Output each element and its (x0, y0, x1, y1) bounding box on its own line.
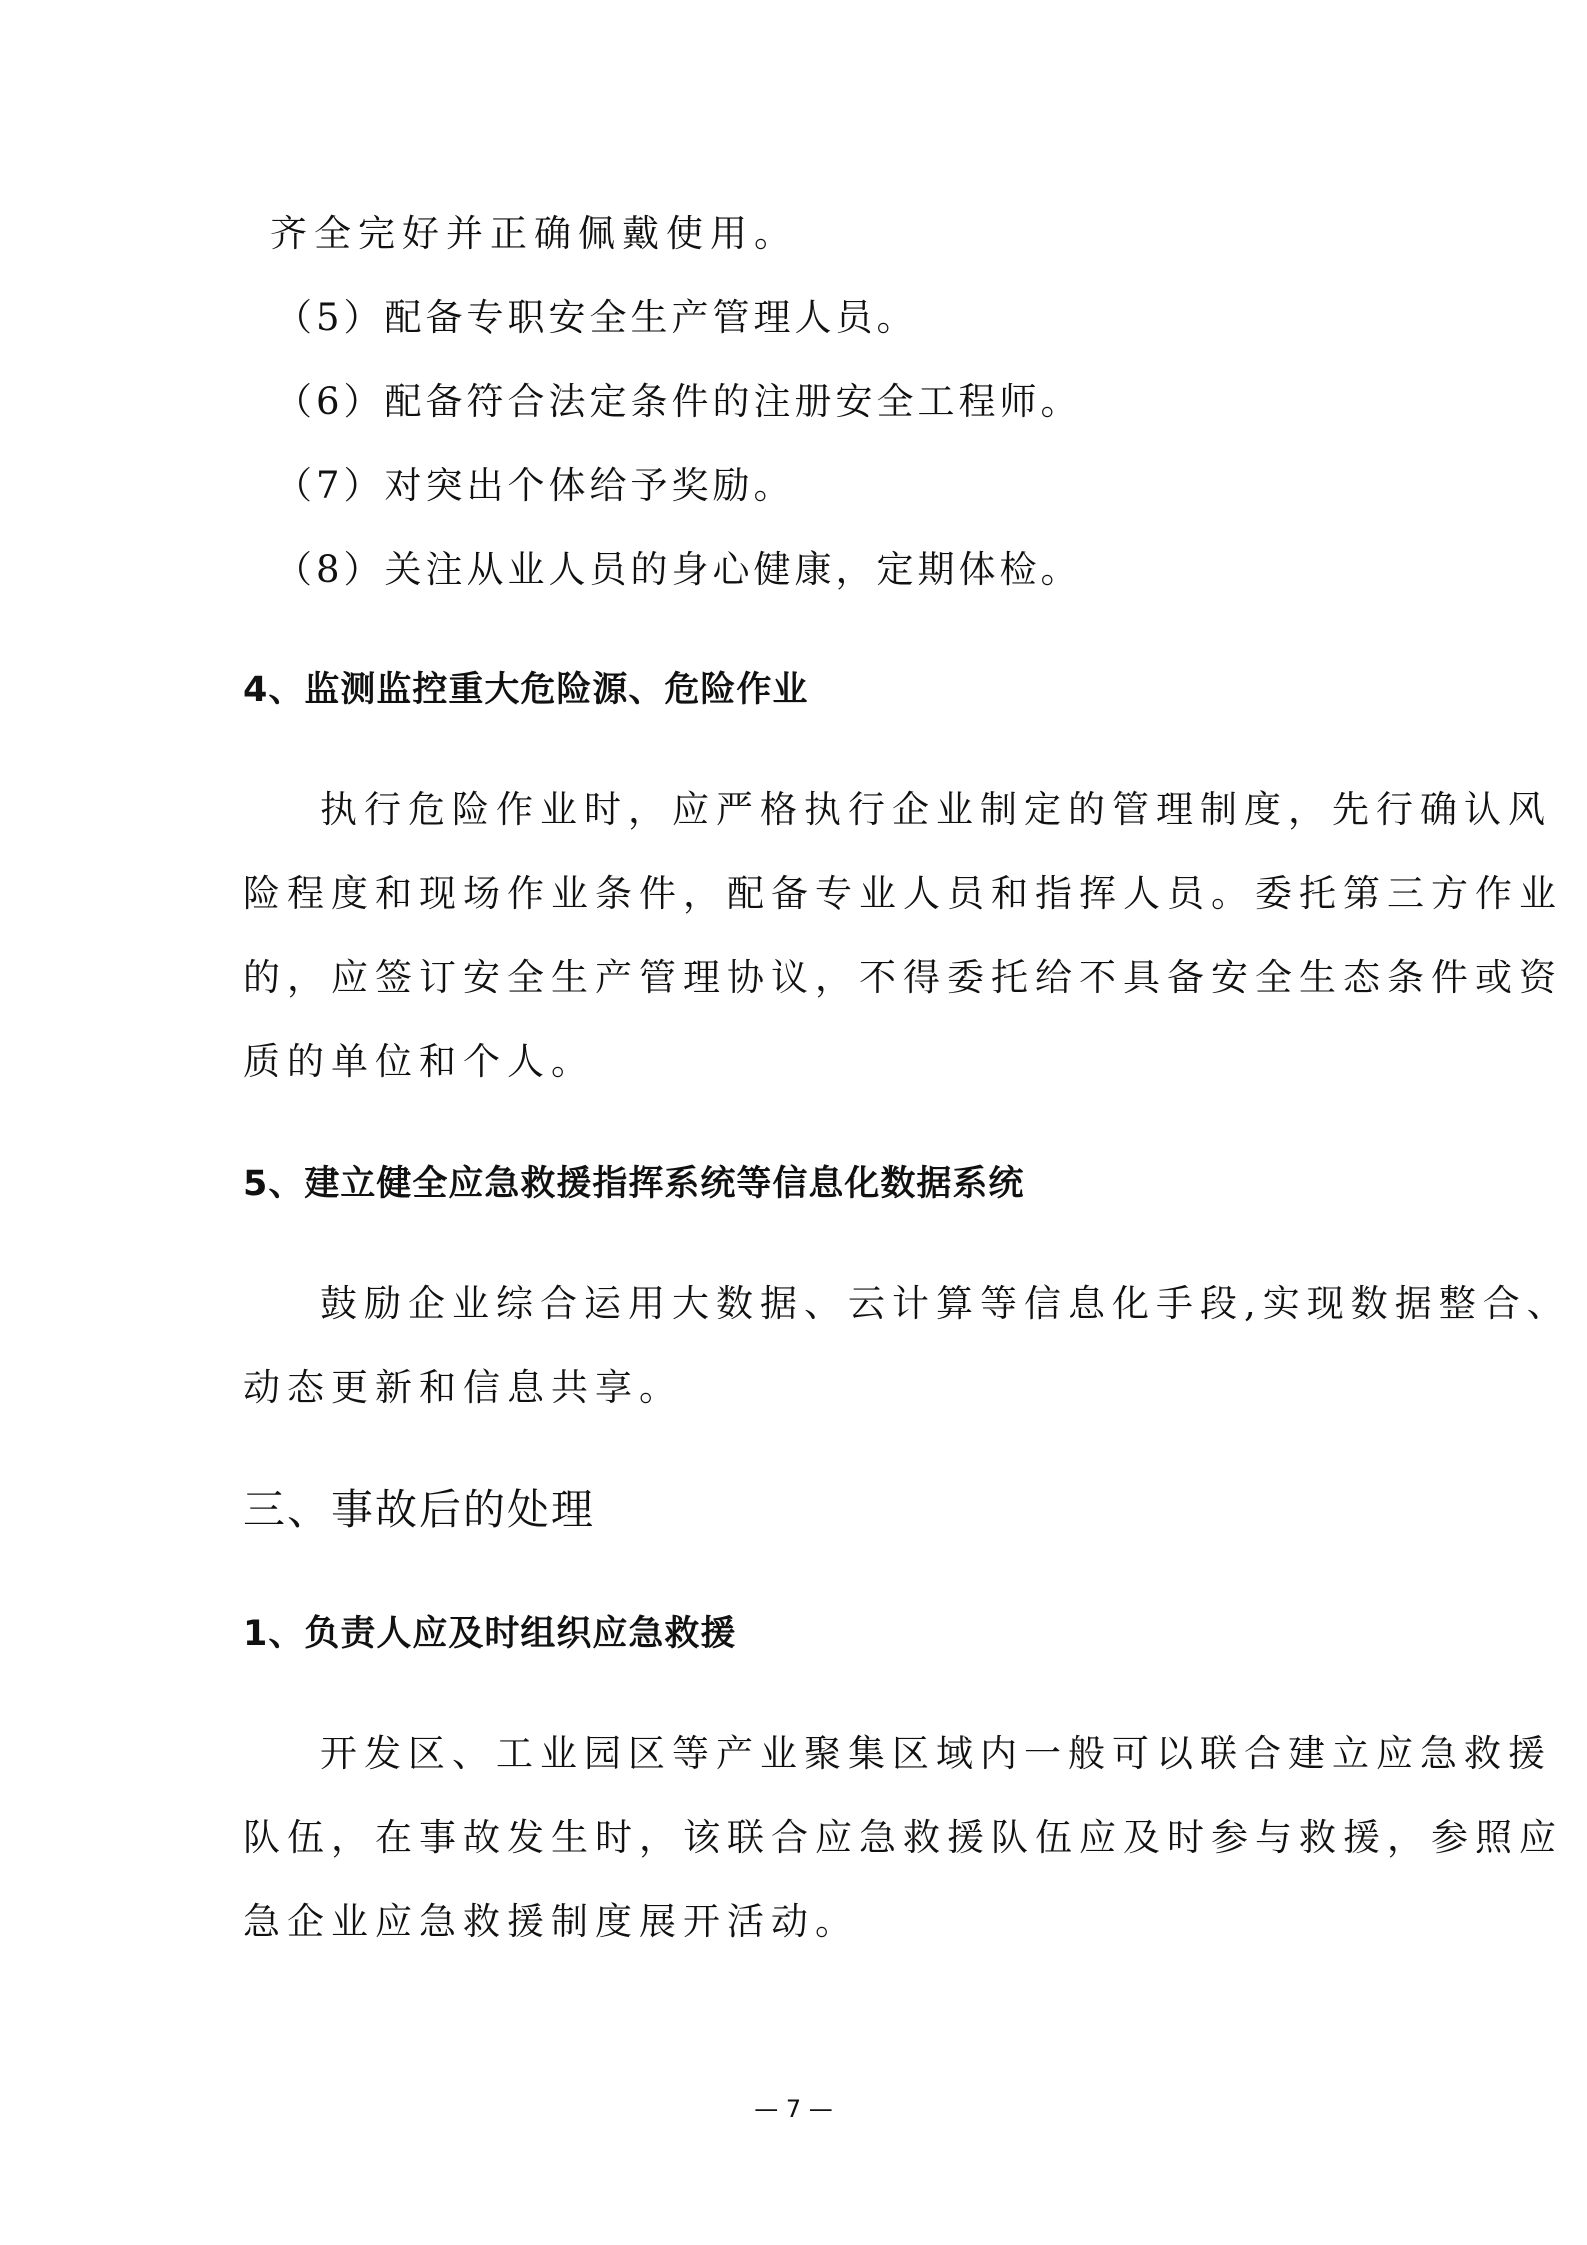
section-title-3: 三、事故后的处理 (243, 1485, 596, 1534)
list-item-8: （8）关注从业人员的身心健康，定期体检。 (275, 548, 1082, 591)
list-item-5: （5）配备专职安全生产管理人员。 (275, 296, 918, 339)
paragraph-line: 齐全完好并正确佩戴使用。 (270, 212, 798, 255)
paragraph-line: 险程度和现场作业条件，配备专业人员和指挥人员。委托第三方作业 (243, 872, 1563, 915)
paragraph-line: 的，应签订安全生产管理协议，不得委托给不具备安全生态条件或资 (243, 956, 1563, 999)
page-number: — 7 — (754, 2095, 833, 2123)
paragraph-line: 质的单位和个人。 (243, 1040, 595, 1083)
paragraph-line: 急企业应急救援制度展开活动。 (243, 1900, 859, 1943)
paragraph-line: 鼓励企业综合运用大数据、云计算等信息化手段,实现数据整合、 (320, 1282, 1571, 1325)
paragraph-line: 开发区、工业园区等产业聚集区域内一般可以联合建立应急救援 (320, 1732, 1552, 1775)
subheading-5: 5、建立健全应急救援指挥系统等信息化数据系统 (243, 1164, 1025, 1204)
paragraph-line: 动态更新和信息共享。 (243, 1366, 683, 1409)
subheading-4: 4、监测监控重大危险源、危险作业 (243, 670, 809, 710)
list-item-6: （6）配备符合法定条件的注册安全工程师。 (275, 380, 1082, 423)
paragraph-line: 执行危险作业时，应严格执行企业制定的管理制度，先行确认风 (320, 788, 1552, 831)
subheading-1: 1、负责人应及时组织应急救援 (243, 1614, 737, 1654)
list-item-7: （7）对突出个体给予奖励。 (275, 464, 795, 507)
paragraph-line: 队伍，在事故发生时，该联合应急救援队伍应及时参与救援，参照应 (243, 1816, 1563, 1859)
